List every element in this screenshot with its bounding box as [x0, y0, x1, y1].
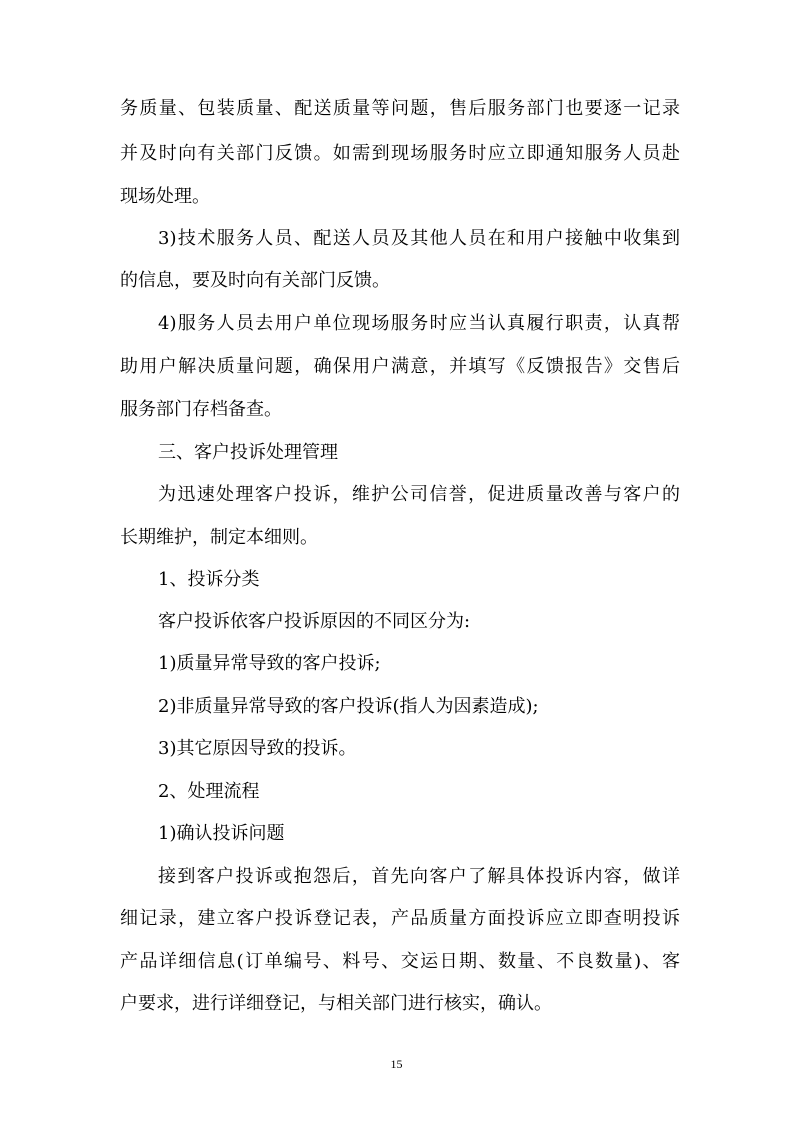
body-line-3: 现场处理。	[120, 186, 210, 207]
body-line-11: 长期维护，制定本细则。	[120, 527, 318, 548]
body-line-5: 的信息，要及时向有关部门反馈。	[120, 270, 390, 291]
body-line-4: 3)技术服务人员、配送人员及其他人员在和用户接触中收集到	[158, 228, 680, 249]
subheading-complaint-classification: 1、投诉分类	[158, 569, 260, 590]
body-line-21: 产品详细信息(订单编号、料号、交运日期、数量、不良数量)、客	[120, 951, 680, 972]
body-line-8: 服务部门存档备查。	[120, 399, 282, 420]
body-line-10: 为迅速处理客户投诉，维护公司信誉，促进质量改善与客户的	[158, 484, 680, 505]
body-line-22: 户要求，进行详细登记，与相关部门进行核实，确认。	[120, 993, 552, 1014]
subheading-confirm-complaint: 1)确认投诉问题	[158, 823, 285, 844]
body-line-13: 客户投诉依客户投诉原因的不同区分为:	[158, 611, 471, 632]
page-number: 15	[390, 1057, 403, 1071]
list-item-2: 2)非质量异常导致的客户投诉(指人为因素造成);	[158, 696, 539, 717]
body-line-20: 细记录，建立客户投诉登记表，产品质量方面投诉应立即查明投诉	[120, 908, 680, 929]
body-line-19: 接到客户投诉或抱怨后，首先向客户了解具体投诉内容，做详	[158, 866, 680, 887]
list-item-1: 1)质量异常导致的客户投诉;	[158, 653, 381, 674]
subheading-process-flow: 2、处理流程	[158, 781, 260, 802]
list-item-3: 3)其它原因导致的投诉。	[158, 738, 357, 759]
body-line-1: 务质量、包装质量、配送质量等问题，售后服务部门也要逐一记录	[120, 98, 680, 119]
body-line-7: 助用户解决质量问题，确保用户满意，并填写《反馈报告》交售后	[120, 356, 680, 377]
section-heading-complaint-management: 三、客户投诉处理管理	[158, 442, 338, 463]
body-line-2: 并及时向有关部门反馈。如需到现场服务时应立即通知服务人员赴	[120, 143, 680, 164]
body-line-6: 4)服务人员去用户单位现场服务时应当认真履行职责，认真帮	[158, 313, 680, 334]
